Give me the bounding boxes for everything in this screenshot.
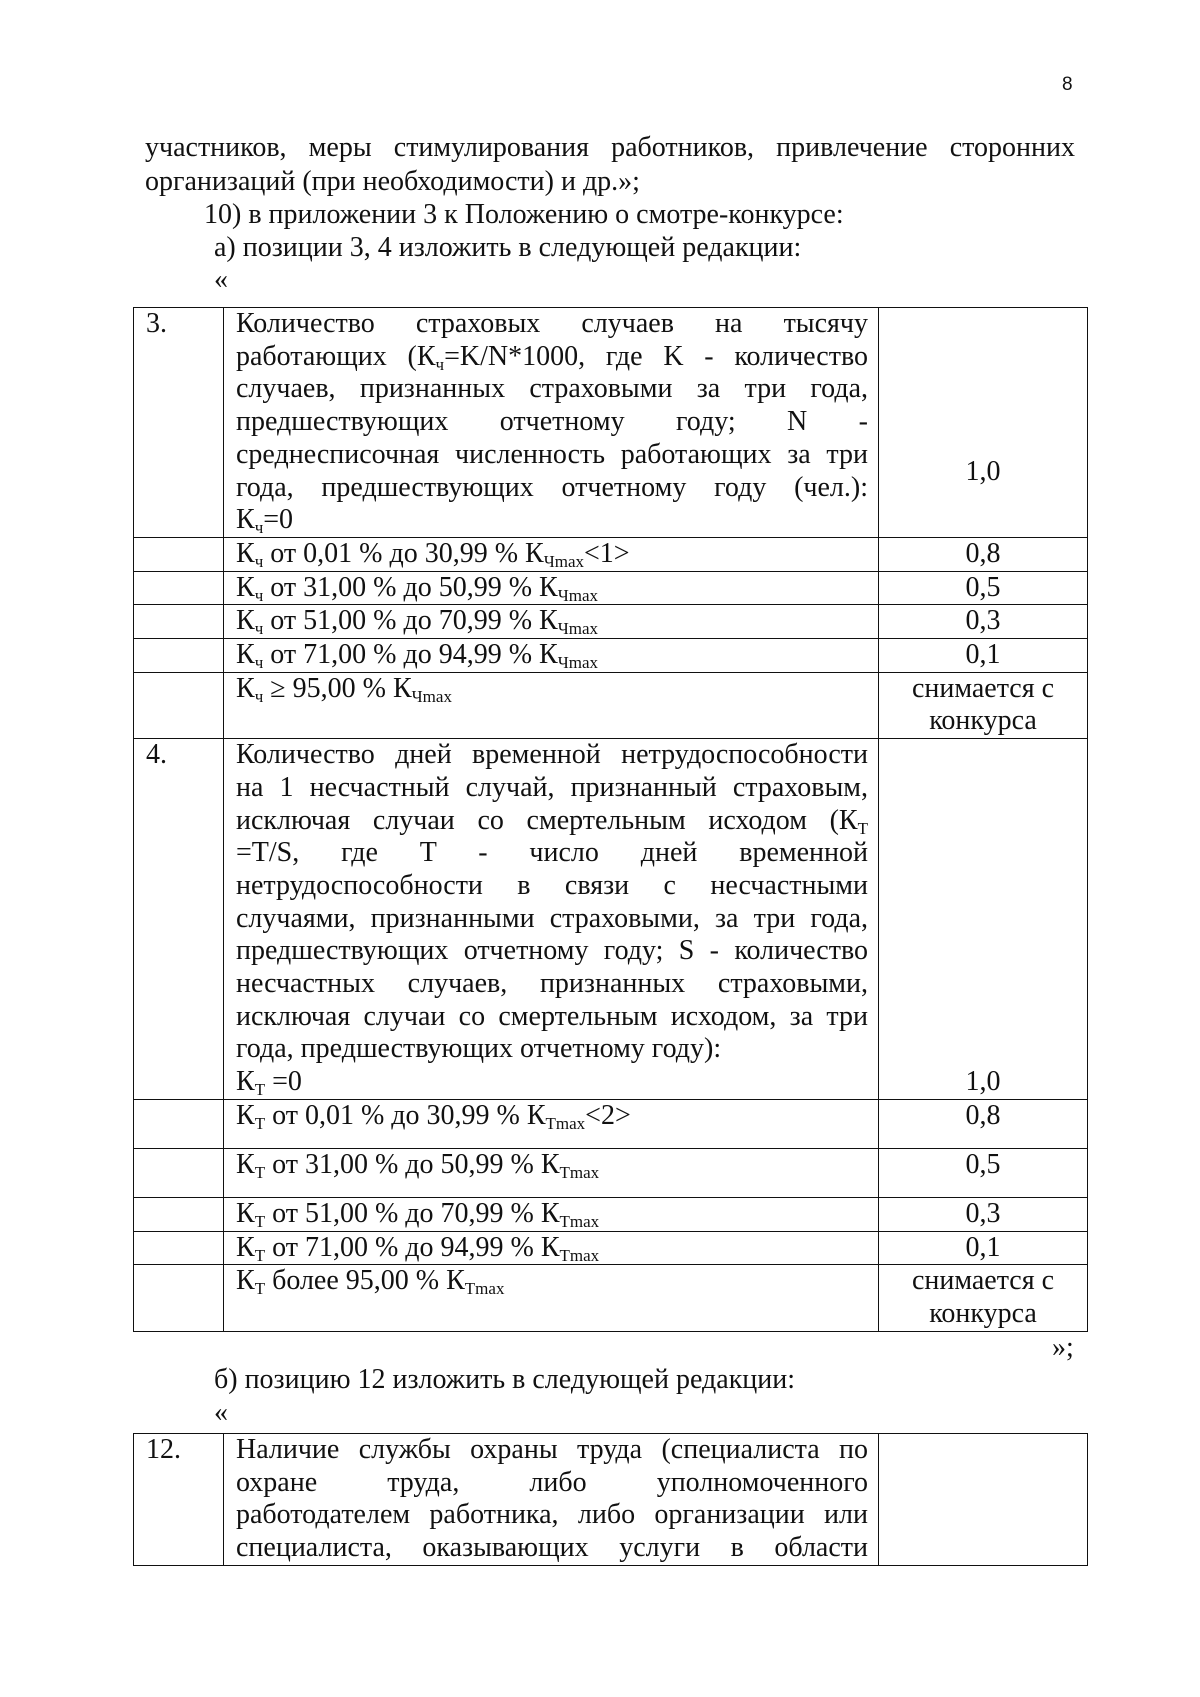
table-row — [134, 1265, 1088, 1331]
score-cell: 0,5 — [879, 571, 1088, 605]
row-number-3: 3. — [134, 308, 224, 538]
range-cell: $К_Т$ от 51,00 % до 70,99 % $К_{Тmax}$ — [224, 1197, 879, 1231]
range-cell: $К_Т$ более 95,00 % $К_{Тmax}$ — [224, 1265, 879, 1331]
score-cell: 0,5 — [879, 1148, 1088, 1197]
table-row — [134, 1434, 1088, 1566]
score-cell: снимается с конкурса — [879, 1265, 1088, 1331]
score-cell: 0,3 — [879, 1197, 1088, 1231]
positions-3-4-table — [133, 307, 1088, 1332]
score-cell: 0,1 — [879, 639, 1088, 673]
intro-line-1: участников, меры стимулирования работников, привлечение сторонних — [145, 132, 1075, 163]
sub-a-heading: а) позиции 3, 4 изложить в следующей редакции: — [214, 232, 802, 263]
item-10-heading: 10) в приложении 3 к Положению о смотре-конкурсе: — [204, 199, 844, 230]
table-row — [134, 739, 1088, 1100]
table-row — [134, 672, 1088, 738]
intro-line-2: организаций (при необходимости) и др.»; — [145, 166, 640, 197]
range-cell: $К_ч$ от 0,01 % до 30,99 % $К_{Чmax}<1>$ — [224, 537, 879, 571]
table-row — [134, 1231, 1088, 1265]
open-quote-a: « — [214, 264, 228, 295]
range-cell: $К_ч \ge 95,00$ % $К_{Чmax}$ — [224, 672, 879, 738]
table-row — [134, 571, 1088, 605]
sub-b-heading: б) позицию 12 изложить в следующей редакции: — [214, 1364, 796, 1395]
page-number: 8 — [1062, 74, 1073, 95]
position-12-table — [133, 1433, 1088, 1566]
row-4-value: 1,0 — [879, 739, 1088, 1100]
score-cell: снимается с конкурса — [879, 672, 1088, 738]
table-row — [134, 308, 1088, 538]
table-row — [134, 1099, 1088, 1148]
range-cell: $К_Т$ от 0,01 % до 30,99 % $К_{Тmax}<2>$ — [224, 1099, 879, 1148]
table-row — [134, 537, 1088, 571]
table-row — [134, 1148, 1088, 1197]
score-cell: 0,3 — [879, 605, 1088, 639]
row-3-description: Количество страховых случаев на тысячу работающих ($К_ч=K/N*1000$, где K - количество случаев, признанных страховыми за три года, предшествующих отчетному году; N - среднесписочная численность работающих за три года, предшествующих отчетному году (чел.): $К_ч=0$ — [224, 308, 879, 538]
score-cell: 0,8 — [879, 1099, 1088, 1148]
row-12-description: Наличие службы охраны труда (специалиста по охране труда, либо уполномоченного работодателем работника, либо организации или специалиста, оказывающих услуги в области — [224, 1434, 879, 1566]
row-12-value — [879, 1434, 1088, 1566]
row-number-4: 4. — [134, 739, 224, 1100]
score-cell: 0,8 — [879, 537, 1088, 571]
range-cell: $К_ч$ от 31,00 % до 50,99 % $К_{Чmax}$ — [224, 571, 879, 605]
row-number-12: 12. — [134, 1434, 224, 1566]
table-row — [134, 639, 1088, 673]
row-4-description: Количество дней временной нетрудоспособности на 1 несчастный случай, признанный страховым, исключая случаи со смертельным исходом ($К_Т$ =T/S, где T - число дней временной нетрудоспособности в связи с несчастными случаями, признанными страховыми, за три года, предшествующих отчетному году; S - количество несчастных случаев, признанных страховыми, исключая случаи со смертельным исходом, за три года, предшествующих отчетному году): $К_Т =0$ — [224, 739, 879, 1100]
table-row — [134, 1197, 1088, 1231]
row-3-value: 1,0 — [879, 308, 1088, 538]
range-cell: $К_Т$ от 31,00 % до 50,99 % $К_{Тmax}$ — [224, 1148, 879, 1197]
range-cell: $К_Т$ от 71,00 % до 94,99 % $К_{Тmax}$ — [224, 1231, 879, 1265]
range-cell: $К_ч$ от 71,00 % до 94,99 % $К_{Чmax}$ — [224, 639, 879, 673]
table-row — [134, 605, 1088, 639]
range-cell: $К_ч$ от 51,00 % до 70,99 % $К_{Чmax}$ — [224, 605, 879, 639]
open-quote-b: « — [214, 1397, 228, 1428]
close-quote: »; — [1052, 1332, 1074, 1363]
score-cell: 0,1 — [879, 1231, 1088, 1265]
